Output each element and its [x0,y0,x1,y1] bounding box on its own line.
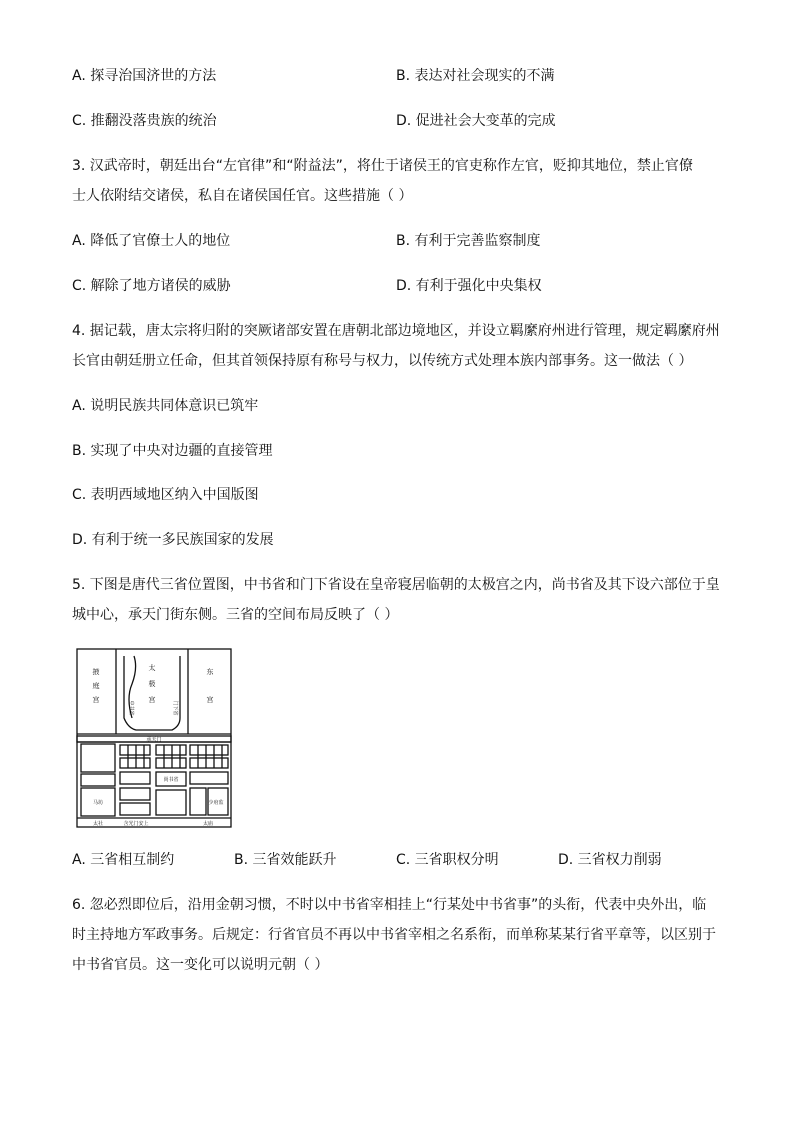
q6-stem-line-2: 时主持地方军政事务。后规定：行省官员不再以中书省宰相之名系衔，而单称某某行省平章等，以区别于 [72,927,716,943]
q4-option-a[interactable]: A. 说明民族共同体意识已筑牢 [72,398,259,414]
map-label-shaofu: 少府监 [208,800,224,806]
map-label-zhongshu: 中书省 [128,700,134,716]
q5-option-b[interactable]: B. 三省效能跃升 [234,852,337,868]
map-label-taimiao: 太庙 [202,821,214,827]
q3-option-b[interactable]: B. 有利于完善监察制度 [396,233,541,249]
q5-option-a[interactable]: A. 三省相互制约 [72,852,175,868]
q4-stem-line-2: 长官由朝廷册立任命，但其首领保持原有称号与权力，以传统方式处理本族内部事务。这一做法（ ） [72,353,693,369]
map-label-mafang: 马坊 [92,800,104,806]
map-label-chengtian: 承天门 [146,737,162,743]
q3-option-c[interactable]: C. 解除了地方诸侯的威胁 [72,278,231,294]
map-label-yeting-3: 宫 [92,696,100,704]
q4-option-c[interactable]: C. 表明西域地区纳入中国版图 [72,487,259,503]
map-label-taiji-2: 极 [148,680,156,688]
q4-stem-line-1: 4. 据记载，唐太宗将归附的突厥诸部安置在唐朝北部边境地区，并设立羁縻府州进行管理，规定羁縻府州 [72,323,720,339]
map-label-yeting-2: 庭 [92,682,100,690]
q3-option-a[interactable]: A. 降低了官僚士人的地位 [72,233,231,249]
q2-option-d[interactable]: D. 促进社会大变革的完成 [396,113,556,129]
map-label-menxia: 门下省 [172,700,178,716]
q3-stem-line-1: 3. 汉武帝时，朝廷出台“左官律”和“附益法”，将仕于诸侯王的官吏称作左官，贬抑其地位，禁止官僚 [72,158,693,174]
tang-three-departments-map [76,648,232,828]
q5-option-c[interactable]: C. 三省职权分明 [396,852,499,868]
map-label-shangshu: 尚书省 [163,777,179,783]
q4-option-b[interactable]: B. 实现了中央对边疆的直接管理 [72,443,273,459]
map-label-dong: 东 [206,668,214,676]
q5-stem-line-1: 5. 下图是唐代三省位置图，中书省和门下省设在皇帝寝居临朝的太极宫之内，尚书省及其下设六部位于皇 [72,577,720,593]
q5-stem-line-2: 城中心，承天门街东侧。三省的空间布局反映了（ ） [72,607,399,623]
map-label-taiji-3: 宫 [148,696,156,704]
q2-option-c[interactable]: C. 推翻没落贵族的统治 [72,113,217,129]
q6-stem-line-1: 6. 忽必烈即位后，沿用金朝习惯，不时以中书省宰相挂上“行某处中书省事”的头衔，代表中央外出，临 [72,897,707,913]
q3-stem-line-2: 士人依附结交诸侯，私自在诸侯国任官。这些措施（ ） [72,188,413,204]
q2-option-b[interactable]: B. 表达对社会现实的不满 [396,68,555,84]
q6-stem-line-3: 中书省官员。这一变化可以说明元朝（ ） [72,957,329,973]
map-label-yeting-1: 掖 [92,668,100,676]
q2-option-a[interactable]: A. 探寻治国济世的方法 [72,68,217,84]
q5-option-d[interactable]: D. 三省权力削弱 [558,852,662,868]
map-label-hanguang: 含光门安上 [123,821,149,827]
map-label-taiji-1: 太 [148,664,156,672]
map-label-gong: 宫 [206,696,214,704]
q4-option-d[interactable]: D. 有利于统一多民族国家的发展 [72,532,274,548]
q3-option-d[interactable]: D. 有利于强化中央集权 [396,278,542,294]
map-label-taishe: 太社 [92,821,104,827]
